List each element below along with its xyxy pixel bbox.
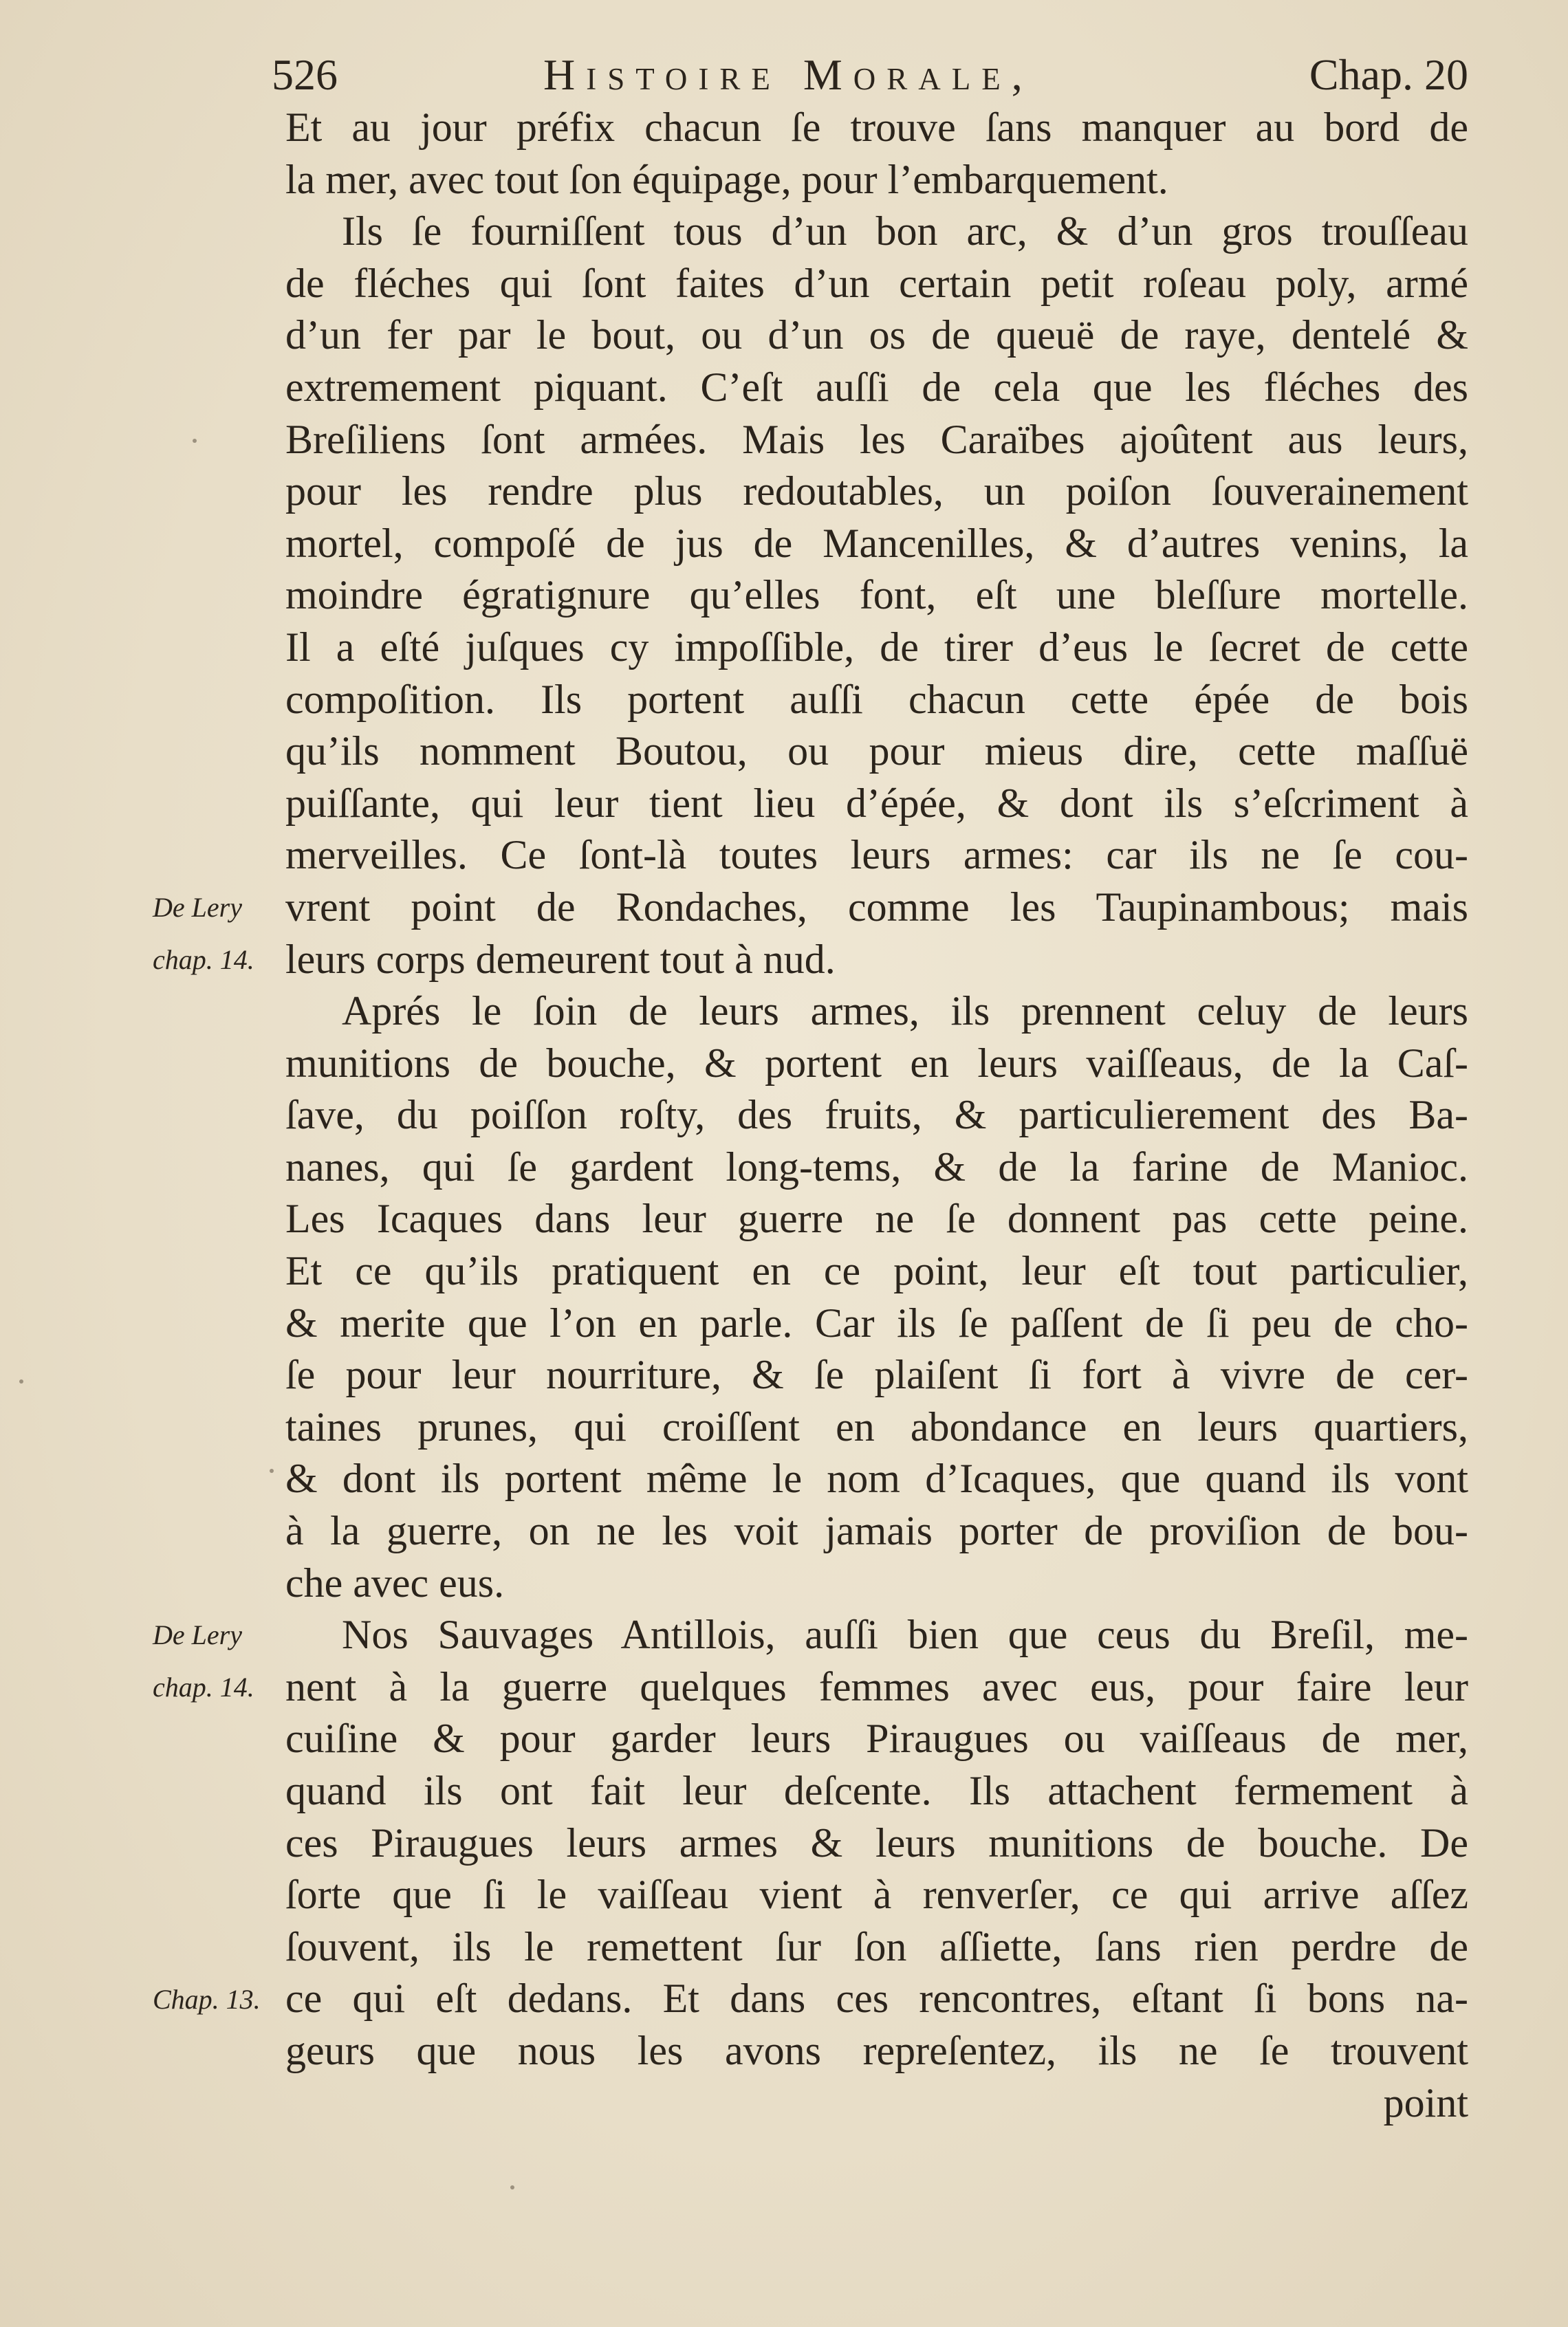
page-number: 526	[272, 50, 338, 99]
paper-speck	[270, 1469, 274, 1473]
text-line: & merite que l’on en parle. Car ils ſe paſſent de ſi peu de cho-	[285, 1300, 1468, 1346]
margin-note: De Lery	[153, 892, 242, 923]
text-line: extremement piquant. C’eſt auſſi de cela que les fléches des	[285, 364, 1468, 410]
paper-speck	[510, 2185, 514, 2189]
text-line: vrent point de Rondaches, comme les Taupinambous; mais	[285, 884, 1468, 930]
text-line: pour les rendre plus redoutables, un poiſon ſouverainement	[285, 468, 1468, 514]
page-header	[272, 43, 1475, 105]
text-line: puiſſante, qui leur tient lieu d’épée, & dont ils s’eſcriment à	[285, 780, 1468, 826]
text-line: qu’ils nomment Boutou, ou pour mieus dire, cette maſſuë	[285, 728, 1468, 774]
margin-note: chap. 14.	[153, 943, 254, 975]
text-line: taines prunes, qui croiſſent en abondance en leurs quartiers,	[285, 1403, 1468, 1450]
text-line: ſave, du poiſſon roſty, des fruits, & particulierement des Ba-	[285, 1092, 1468, 1138]
text-line: mortel, compoſé de jus de Mancenilles, & d’autres venins, la	[285, 520, 1468, 566]
margin-note: De Lery	[153, 1619, 242, 1651]
text-line: Nos Sauvages Antillois, auſſi bien que ceus du Breſil, me-	[342, 1612, 1468, 1658]
text-line: ſorte que ſi le vaiſſeau vient à renverſer, ce qui arrive aſſez	[285, 1872, 1468, 1918]
text-line: ce qui eſt dedans. Et dans ces rencontres, eſtant ſi bons na-	[285, 1976, 1468, 2022]
text-line: moindre égratignure qu’elles font, eſt une bleſſure mortelle.	[285, 572, 1468, 618]
text-line: ſouvent, ils le remettent ſur ſon aſſiette, ſans rien perdre de	[285, 1923, 1468, 1969]
text-line: che avec eus.	[285, 1560, 505, 1606]
body-text	[285, 102, 1468, 2129]
text-line: nent à la guerre quelques femmes avec eus, pour faire leur	[285, 1663, 1468, 1709]
text-line: geurs que nous les avons repreſentez, ils ne ſe trouvent	[285, 2027, 1468, 2073]
text-line: cuiſine & pour garder leurs Piraugues ou vaiſſeaus de mer,	[285, 1716, 1468, 1762]
margin-note: chap. 14.	[153, 1672, 254, 1703]
text-line: d’un fer par le bout, ou d’un os de queuë de raye, dentelé &	[285, 312, 1468, 358]
text-line: ces Piraugues leurs armes & leurs munitions de bouche. De	[285, 1820, 1468, 1866]
text-line: munitions de bouche, & portent en leurs vaiſſeaus, de la Caſ-	[285, 1040, 1468, 1086]
text-line: la mer, avec tout ſon équipage, pour l’embarquement.	[285, 156, 1168, 202]
text-line: ſe pour leur nourriture, & ſe plaiſent ſi fort à vivre de cer-	[285, 1352, 1468, 1398]
text-line: Et ce qu’ils pratiquent en ce point, leur eſt tout particulier,	[285, 1248, 1468, 1294]
text-line: point	[1383, 2079, 1468, 2126]
text-line: Il a eſté juſques cy impoſſible, de tirer d’eus le ſecret de cette	[285, 624, 1468, 670]
text-line: Aprés le ſoin de leurs armes, ils prennent celuy de leurs	[342, 988, 1468, 1034]
text-line: Ils ſe fourniſſent tous d’un bon arc, & d’un gros trouſſeau	[342, 208, 1468, 254]
paper-speck	[19, 1379, 23, 1384]
chapter-label: Chap. 20	[1309, 50, 1468, 99]
text-line: Les Icaques dans leur guerre ne ſe donnent pas cette peine.	[285, 1196, 1468, 1242]
text-line: Et au jour préfix chacun ſe trouve ſans manquer au bord de	[285, 105, 1468, 150]
margin-note: Chap. 13.	[153, 1983, 261, 2015]
text-line: leurs corps demeurent tout à nud.	[285, 936, 836, 982]
text-line: merveilles. Ce ſont-là toutes leurs armes: car ils ne ſe cou-	[285, 832, 1468, 878]
text-line: & dont ils portent même le nom d’Icaques, que quand ils vont	[285, 1456, 1468, 1502]
running-title: Histoire Morale,	[543, 50, 1034, 99]
text-line: nanes, qui ſe gardent long-tems, & de la farine de Manioc.	[285, 1144, 1468, 1190]
text-line: de fléches qui ſont faites d’un certain petit roſeau poly, armé	[285, 260, 1468, 306]
paper-speck	[193, 439, 197, 443]
text-line: Breſiliens ſont armées. Mais les Caraïbes ajoûtent aus leurs,	[285, 416, 1468, 462]
text-line: à la guerre, on ne les voit jamais porter de proviſion de bou-	[285, 1508, 1468, 1554]
text-line: compoſition. Ils portent auſſi chacun cette épée de bois	[285, 676, 1468, 722]
text-line: quand ils ont fait leur deſcente. Ils attachent fermement à	[285, 1768, 1468, 1813]
